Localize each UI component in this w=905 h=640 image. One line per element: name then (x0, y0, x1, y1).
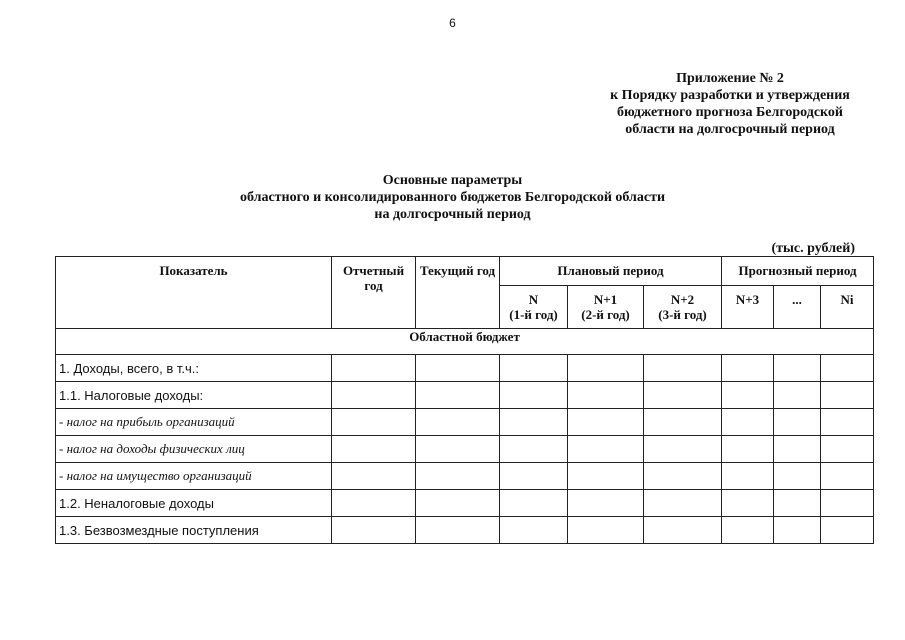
value-cell (821, 355, 874, 382)
value-cell (644, 517, 722, 544)
page-number: 6 (449, 16, 456, 30)
value-cell (644, 409, 722, 436)
title-line: областного и консолидированного бюджетов Белгородской области (239, 190, 666, 205)
appendix-line: бюджетного прогноза Белгородской (617, 105, 843, 120)
header-forecast-year: N+3 (722, 286, 774, 329)
value-cell (821, 490, 874, 517)
value-cell (568, 382, 644, 409)
value-cell (774, 409, 821, 436)
row-label: 1.2. Неналоговые доходы (56, 490, 332, 517)
value-cell (774, 382, 821, 409)
table-row (56, 490, 874, 517)
value-cell (722, 517, 774, 544)
value-cell (821, 463, 874, 490)
header-year-code: N+2 (670, 292, 695, 307)
value-cell (332, 409, 416, 436)
value-cell (644, 382, 722, 409)
value-cell (722, 409, 774, 436)
row-label: - налог на имущество организаций (56, 463, 332, 490)
value-cell (644, 436, 722, 463)
units-label: (тыс. рублей) (771, 241, 855, 256)
header-year-index: (3-й год) (658, 307, 707, 322)
document-title (0, 172, 905, 223)
value-cell (332, 463, 416, 490)
appendix-line: к Порядку разработки и утверждения (610, 88, 850, 103)
value-cell (821, 436, 874, 463)
value-cell (500, 517, 568, 544)
value-cell (821, 409, 874, 436)
table-row (56, 463, 874, 490)
value-cell (332, 382, 416, 409)
value-cell (568, 463, 644, 490)
table-row (56, 517, 874, 544)
value-cell (500, 490, 568, 517)
value-cell (644, 463, 722, 490)
header-forecast-period: Прогнозный период (722, 257, 874, 286)
value-cell (774, 517, 821, 544)
title-line: Основные параметры (382, 173, 523, 188)
row-label: - налог на прибыль организаций (56, 409, 332, 436)
value-cell (722, 436, 774, 463)
header-planned-year (568, 286, 644, 329)
value-cell (821, 517, 874, 544)
row-label: 1. Доходы, всего, в т.ч.: (56, 355, 332, 382)
value-cell (722, 490, 774, 517)
value-cell (416, 355, 500, 382)
value-cell (774, 463, 821, 490)
section-header: Областной бюджет (56, 329, 874, 355)
parameters-table (55, 256, 874, 544)
value-cell (416, 517, 500, 544)
header-current-year: Текущий год (416, 257, 500, 329)
value-cell (500, 463, 568, 490)
value-cell (332, 436, 416, 463)
value-cell (821, 382, 874, 409)
value-cell (568, 490, 644, 517)
value-cell (722, 355, 774, 382)
value-cell (416, 409, 500, 436)
header-year-code: N+1 (593, 292, 618, 307)
table-row (56, 382, 874, 409)
header-planned-year (644, 286, 722, 329)
value-cell (416, 436, 500, 463)
row-label: 1.1. Налоговые доходы: (56, 382, 332, 409)
value-cell (722, 463, 774, 490)
header-forecast-year: ... (774, 286, 821, 329)
value-cell (500, 355, 568, 382)
value-cell (416, 382, 500, 409)
header-reporting-year: Отчетный год (332, 257, 416, 329)
value-cell (332, 490, 416, 517)
appendix-line: Приложение № 2 (676, 71, 784, 86)
value-cell (332, 517, 416, 544)
value-cell (416, 490, 500, 517)
header-planned-year (500, 286, 568, 329)
header-forecast-year: Ni (821, 286, 874, 329)
value-cell (774, 490, 821, 517)
value-cell (644, 355, 722, 382)
value-cell (416, 463, 500, 490)
value-cell (500, 436, 568, 463)
value-cell (568, 355, 644, 382)
value-cell (332, 355, 416, 382)
value-cell (568, 436, 644, 463)
appendix-reference (560, 70, 900, 138)
row-label: 1.3. Безвозмездные поступления (56, 517, 332, 544)
header-year-code: N (528, 292, 539, 307)
value-cell (644, 490, 722, 517)
header-planned-period: Плановый период (500, 257, 722, 286)
table-row (56, 355, 874, 382)
value-cell (568, 517, 644, 544)
table-row (56, 436, 874, 463)
value-cell (500, 382, 568, 409)
value-cell (568, 409, 644, 436)
table-row (56, 409, 874, 436)
row-label: - налог на доходы физических лиц (56, 436, 332, 463)
title-line: на долгосрочный период (374, 207, 531, 222)
header-year-index: (1-й год) (509, 307, 558, 322)
value-cell (774, 436, 821, 463)
appendix-line: области на долгосрочный период (625, 122, 835, 137)
value-cell (500, 409, 568, 436)
header-indicator: Показатель (56, 257, 332, 329)
header-year-index: (2-й год) (581, 307, 630, 322)
value-cell (774, 355, 821, 382)
value-cell (722, 382, 774, 409)
